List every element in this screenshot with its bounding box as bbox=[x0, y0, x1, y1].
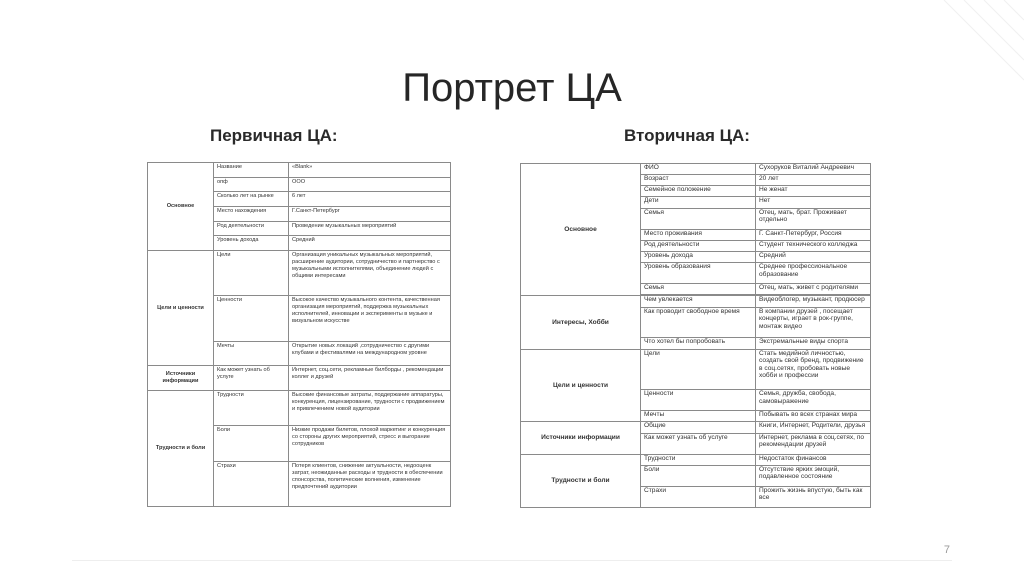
field-cell: Чем увлекается bbox=[641, 296, 756, 307]
field-cell: Боли bbox=[214, 426, 289, 461]
field-cell: Цели bbox=[641, 349, 756, 390]
category-cell: Трудности и боли bbox=[148, 391, 214, 507]
value-cell: Интернет, реклама в соц.сетях, по рекомендации друзей bbox=[756, 433, 871, 454]
page-number: 7 bbox=[943, 544, 950, 556]
value-cell: Побывать во всех странах мира bbox=[756, 411, 871, 422]
field-cell: Семья bbox=[641, 208, 756, 229]
table-row bbox=[521, 296, 871, 307]
field-cell: Возраст bbox=[641, 175, 756, 186]
value-cell: Проведение музыкальных мероприятий bbox=[289, 221, 451, 236]
value-cell: Сухоруков Виталий Андреевич bbox=[756, 164, 871, 175]
value-cell: Стать медийной личностью, создать свой бренд, продвижение в соц.сетях, пробовать новые хобби и профессии bbox=[756, 349, 871, 390]
field-cell: Уровень дохода bbox=[641, 251, 756, 262]
field-cell: Мечты bbox=[214, 341, 289, 366]
field-cell: Место нахождения bbox=[214, 206, 289, 221]
footer-divider bbox=[72, 560, 952, 561]
field-cell: Семейное положение bbox=[641, 186, 756, 197]
value-cell: Высокие финансовые затраты, поддержание аппаратуры, конкуренция, лицензирование, трудности с продвижением и привлечением новой аудитории bbox=[289, 391, 451, 426]
field-cell: опф bbox=[214, 177, 289, 192]
value-cell: Нет bbox=[756, 197, 871, 208]
field-cell: Общие bbox=[641, 422, 756, 433]
field-cell: Род деятельности bbox=[214, 221, 289, 236]
field-cell: ФИО bbox=[641, 164, 756, 175]
field-cell: Трудности bbox=[641, 454, 756, 465]
value-cell: 6 лет bbox=[289, 192, 451, 207]
value-cell: Низкие продажи билетов, плохой маркетинг и конкуренция со стороны других мероприятий, стресс и выгорание сотрудников bbox=[289, 426, 451, 461]
value-cell: «Blank» bbox=[289, 163, 451, 178]
value-cell: Отец, мать, живет с родителями bbox=[756, 283, 871, 294]
value-cell: Г.Санкт-Петербург bbox=[289, 206, 451, 221]
value-cell: Высокое качество музыкального контента, качественная организация мероприятий, поддержка музыкальных исполнителей, инновации и эксперименты в музыке и визуальном искусстве bbox=[289, 296, 451, 341]
secondary-audience-table bbox=[520, 163, 871, 508]
category-cell: Цели и ценности bbox=[521, 349, 641, 422]
field-cell: Род деятельности bbox=[641, 240, 756, 251]
field-cell: Название bbox=[214, 163, 289, 178]
field-cell: Цели bbox=[214, 250, 289, 295]
value-cell: В компании друзей , посещает концерты, играет в рок-группе, монтаж видео bbox=[756, 307, 871, 338]
category-cell: Источники информации bbox=[521, 422, 641, 454]
value-cell: Студент технического колледжа bbox=[756, 240, 871, 251]
value-cell: Организация уникальных музыкальных мероприятий, расширение аудитории, сотрудничество и партнерство с музыкальными исполнителями, объединение людей с общими интересами bbox=[289, 250, 451, 295]
value-cell: Среднее профессиональное образование bbox=[756, 262, 871, 283]
value-cell: Недостаток финансов bbox=[756, 454, 871, 465]
value-cell: Средний bbox=[756, 251, 871, 262]
table-row bbox=[521, 422, 871, 433]
field-cell: Страхи bbox=[214, 461, 289, 507]
field-cell: Уровень дохода bbox=[214, 236, 289, 251]
category-cell: Цели и ценности bbox=[148, 250, 214, 366]
value-cell: Прожить жизнь впустую, быть как все bbox=[756, 486, 871, 507]
value-cell: Интернет, соц.сети, рекламные билборды , рекомендации коллег и друзей bbox=[289, 366, 451, 391]
value-cell: Отец, мать, брат. Проживает отдельно bbox=[756, 208, 871, 229]
table-row bbox=[148, 250, 451, 295]
field-cell: Дети bbox=[641, 197, 756, 208]
table-row bbox=[148, 391, 451, 426]
field-cell: Мечты bbox=[641, 411, 756, 422]
secondary-heading: Вторичная ЦА: bbox=[624, 126, 750, 145]
category-cell: Основное bbox=[521, 164, 641, 296]
value-cell: Потеря клиентов, снижение актуальности, недооценк затрат, неожиданные расходы и трудности в обеспечении спонсорства, политические волнения, изменение предпочтений аудитории bbox=[289, 461, 451, 507]
field-cell: Как может узнать об услуге bbox=[641, 433, 756, 454]
value-cell: Видеоблогер, музыкант, продюсер bbox=[756, 296, 871, 307]
field-cell: Место проживания bbox=[641, 229, 756, 240]
value-cell: 20 лет bbox=[756, 175, 871, 186]
field-cell: Страхи bbox=[641, 486, 756, 507]
category-cell: Основное bbox=[148, 163, 214, 251]
value-cell: Открытие новых локаций ,сотрудничество с другими клубами и фестивалями на международном уровне bbox=[289, 341, 451, 366]
value-cell: Не женат bbox=[756, 186, 871, 197]
value-cell: Книги, Интернет, Родители, друзья bbox=[756, 422, 871, 433]
slide-title: Портрет ЦА bbox=[402, 66, 622, 110]
category-cell: Источники информации bbox=[148, 366, 214, 391]
field-cell: Семья bbox=[641, 283, 756, 294]
category-cell: Трудности и боли bbox=[521, 454, 641, 507]
primary-heading: Первичная ЦА: bbox=[210, 126, 338, 145]
table-row bbox=[521, 454, 871, 465]
field-cell: Сколько лет на рынке bbox=[214, 192, 289, 207]
field-cell: Трудности bbox=[214, 391, 289, 426]
table-row bbox=[148, 366, 451, 391]
value-cell: Г. Санкт-Петербург, Россия bbox=[756, 229, 871, 240]
primary-audience-table bbox=[147, 162, 451, 507]
table-row bbox=[148, 163, 451, 178]
value-cell: Отсутствие ярких эмоций, подавленное состояние bbox=[756, 465, 871, 486]
field-cell: Боли bbox=[641, 465, 756, 486]
value-cell: Семья, дружба, свобода, самовыражение bbox=[756, 390, 871, 411]
value-cell: Средний bbox=[289, 236, 451, 251]
field-cell: Как может узнать об услуге bbox=[214, 366, 289, 391]
table-row bbox=[521, 164, 871, 175]
field-cell: Как проводит свободное время bbox=[641, 307, 756, 338]
field-cell: Что хотел бы попробовать bbox=[641, 338, 756, 349]
field-cell: Ценности bbox=[641, 390, 756, 411]
value-cell: ООО bbox=[289, 177, 451, 192]
table-row bbox=[521, 349, 871, 390]
field-cell: Уровень образования bbox=[641, 262, 756, 283]
field-cell: Ценности bbox=[214, 296, 289, 341]
value-cell: Экстремальные виды спорта bbox=[756, 338, 871, 349]
category-cell: Интересы, Хобби bbox=[521, 296, 641, 349]
